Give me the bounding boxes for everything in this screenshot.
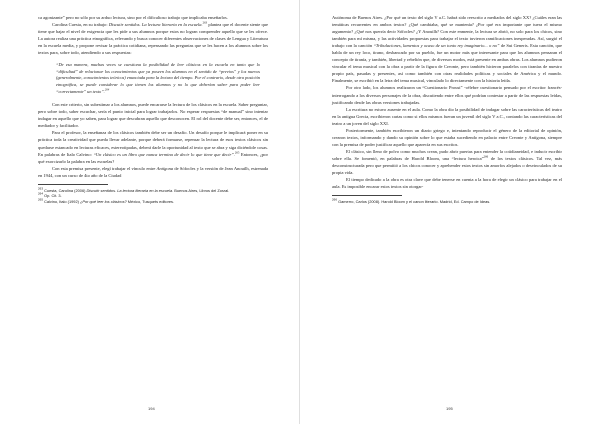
paragraph: La escritura no estuvo ausente en el aula. Como la obra dio la posibilidad de indagar sobre las características del teatro en la antigua Grecia, escribieron cartas como si ellos mismos fueran un juvenil del siglo V a.C., contando las características del teatro a un joven del siglo XXI. [332, 106, 562, 126]
text-run: de Sófocles y la versión de Jean Anouilh, estrenada en 1944, con un curso de 4to año de la Ciudad [38, 165, 268, 178]
footnote [38, 199, 268, 205]
footnote-number: 263 [38, 186, 44, 191]
work-title: Antígona [156, 165, 174, 171]
paragraph [332, 14, 562, 84]
text-run: El clásico, sin lleno de polvo como muchos crean, pudo abrir puertas para entender la cotidianeidad, e inducir escribir sobre ella. Se fomentó, en palabras de Harold Bloom, una “lectura heroica” [332, 148, 562, 161]
paragraph-cuesta [38, 21, 268, 56]
footnote-divider [332, 195, 402, 196]
text-run: plantea que el docente siente que tiene que bajar el nivel de exigencia que les pide a sus alumnos porque estos no logran comprender aquello que se les ofrece. La autora realiza una práctica etnográfica, relevando y busca conocer diferentes observaciones de clases de Lengua y Literatura en la escuela media, y propone revisar la práctica cotidiana, repensando las preguntas que se les hacen a los alumnos sobre los textos para, sobre todo, atendiendo a sus respuestas: [38, 22, 268, 56]
footnote-ref: 263 [202, 20, 208, 25]
text-run: Calvino, Italo (1992) [43, 198, 80, 204]
text-run: de Sui Generis. Esta canción, que habla de un rey loco, tirano, desbancado por su pueblo, fue un motor más que interesante para que los alumnos pensaran el concepto de tiranía, y también, libertad y rebelión que, de diversos modos, está presente en ambas obras. Los alumnos pudieron vincular el tema musical con la obra a partir de la figura de Creonte, pero también hicieron paralelos con tiranías de nuestro propio país, pasadas y presentes, así como también con otras realidades políticas y sociales de América y el mundo. Finalmente, se escribió en la letra del tema musical, vinculado lo directamente con la historia leída. [332, 43, 563, 84]
text-run: Discutir sentidos. La lectura literaria en la escuela [86, 187, 173, 193]
text-run: Gamerro, Carlos (2008). Harold Bloom y el canon literario. Madrid, Ed. Campo de Ideas. [337, 199, 491, 205]
footnote-number: 265 [38, 197, 44, 202]
right-text-column [332, 14, 562, 205]
footnote-number: 264 [38, 192, 44, 197]
footnote-ref: 265 [234, 150, 240, 155]
text-run: . Buenos Aires, Libros del Zorzal. [172, 187, 230, 193]
left-text-column [38, 14, 268, 205]
paragraph: Con este criterio, sin subestimar a los alumnos, puede encararse la lectura de los clásicos en la escuela. Saber preguntar, pero sobre todo, saber escuchar, sería el punto inicial para lograr trabajarlos. No esperar respuestas “de manual” sino intentar indagar en aquello que yo saben, para lograr que descubran aquello que desconocen. El rol del docente debe ser, entonces, el de mediador y facilitador. [38, 102, 268, 129]
footnote-divider [38, 184, 108, 185]
paragraph-calvino [38, 129, 268, 164]
text-run: Cuesta, Carolina (2006) [43, 187, 87, 193]
block-quote [56, 62, 260, 95]
text-run: México, Tusquets editores. [126, 198, 175, 204]
text-run: Para el profesor, la enseñanza de los clásicos también debe ser un desafío. Un desafío porque le implicará poner en su práctica toda la creatividad que pueda llevar adelante, porque deberá formarse, repensar la lectura de esos textos clásicos sin quedarse estancado en lecturas eficaces, estereotipadas, deberá darle la oportunidad al texto que se abra y siga diciéndole cosas. En palabras de Italo Calvino: [38, 130, 268, 157]
page-number: 195 [446, 406, 453, 411]
text-run: ¿Por qué leer los clásicos? [80, 198, 127, 204]
book-title: Discutir sentidos. La lectura literaria en la escuela. [108, 22, 203, 28]
calvino-quote: “Un clásico es un libro que nunca termina de decir lo que tiene que decir”. [93, 151, 235, 157]
right-page [300, 0, 600, 424]
text-run: Autónoma de Buenos Aires. ¿Por qué un texto del siglo V a.C. habrá sido reescrito a mediados del siglo XX? ¿Cuáles eran las temáticas recurrentes en ambos textos? ¿Qué cambiaba, qué se mantenía? ¿Por qué era importante que tuera el mismo argumento? ¿Qué nos querría decir Sófocles? ¿Y Anouilh? Con este enmente, la lectura se abrió, no solo para los chicos, sino también para mí misma, y las actividades propuestas para trabajar el texto tuvieron ramificaciones inesperadas. Así, surgió el trabajo con la canción [332, 15, 562, 49]
paragraph: Posteriormente, también escribieron un diario griego e, intentando reproducir el género de la editorial de opinión, crearon textos, informando y dando su opinión sobre lo que estaba sucediendo en palacio entre Creonte y Antígona, siempre con la premisa de poder justificar aquello que aparecía en sus escritos. [332, 127, 562, 147]
footnote-ref: 264 [104, 87, 110, 92]
text-run: de los textos clásicos. Tal vez, más desconstructurada pero que permitió a los chicos conocer y aprehender estos textos sin amorfos alejados o desvinculados de su propia vida. [332, 155, 562, 176]
footnote-number: 266 [332, 197, 338, 202]
paragraph-bloom [332, 148, 562, 176]
paragraph: ca agonizante” pero no sólo por su arduo lectura, sino por el dificultoso trabajo que implicaba enseñarlos. [38, 15, 228, 20]
text-run: Con esta premisa presente, elegí trabajar el vínculo entre [52, 165, 157, 171]
footnote [332, 199, 562, 205]
text-run: Op. Cit. 3. [43, 193, 62, 199]
paragraph: El tiempo dedicado a la obra es otra clave que debe tenerse en cuenta a la hora de elegir un clásico para trabajar en el aula. Es imposible encarar estos textos sin otorgar- [332, 177, 562, 190]
paragraph [38, 165, 268, 179]
footnote-ref: 266 [483, 154, 489, 159]
paragraph: Por otro lado, los alumnos realizaron un “Cuestionario Proust” -célebre cuestionario pensado por el escritor francés- interrogando a los diversos personajes de la obra, discutiendo entre ellos qué podrían contestar a partir de las respuestas leídas, justificando desde las obras versiones trabajadas. [332, 85, 562, 105]
quote-text: “De esa manera, muchas veces se cuestiona la posibilidad de leer clásicos en la escuela en tanto que lo “dificultad” de relacionar los conocimientos que ya poseen los alumnos en el sentido de “previos” y los nuevos (generalmente, conocimientos teóricos) enunciada para la lectura del tiempo. Por el contrario, desde otra posición etnográfica, se puede considerar lo que tienen los alumnos y no lo que deberían saber para poder leer “correctamente” un texto”. [56, 62, 260, 94]
text-run: Carolina Cuesta, en su trabajo: [52, 22, 109, 28]
page-number: 194 [148, 406, 155, 411]
song-title: “Tribulaciones, lamentos y ocaso de un tonto rey imaginario... o no” [373, 43, 500, 49]
text-run: Entonces, ¿por qué exorcizarlo la palabra en las escuelas? [38, 151, 269, 164]
